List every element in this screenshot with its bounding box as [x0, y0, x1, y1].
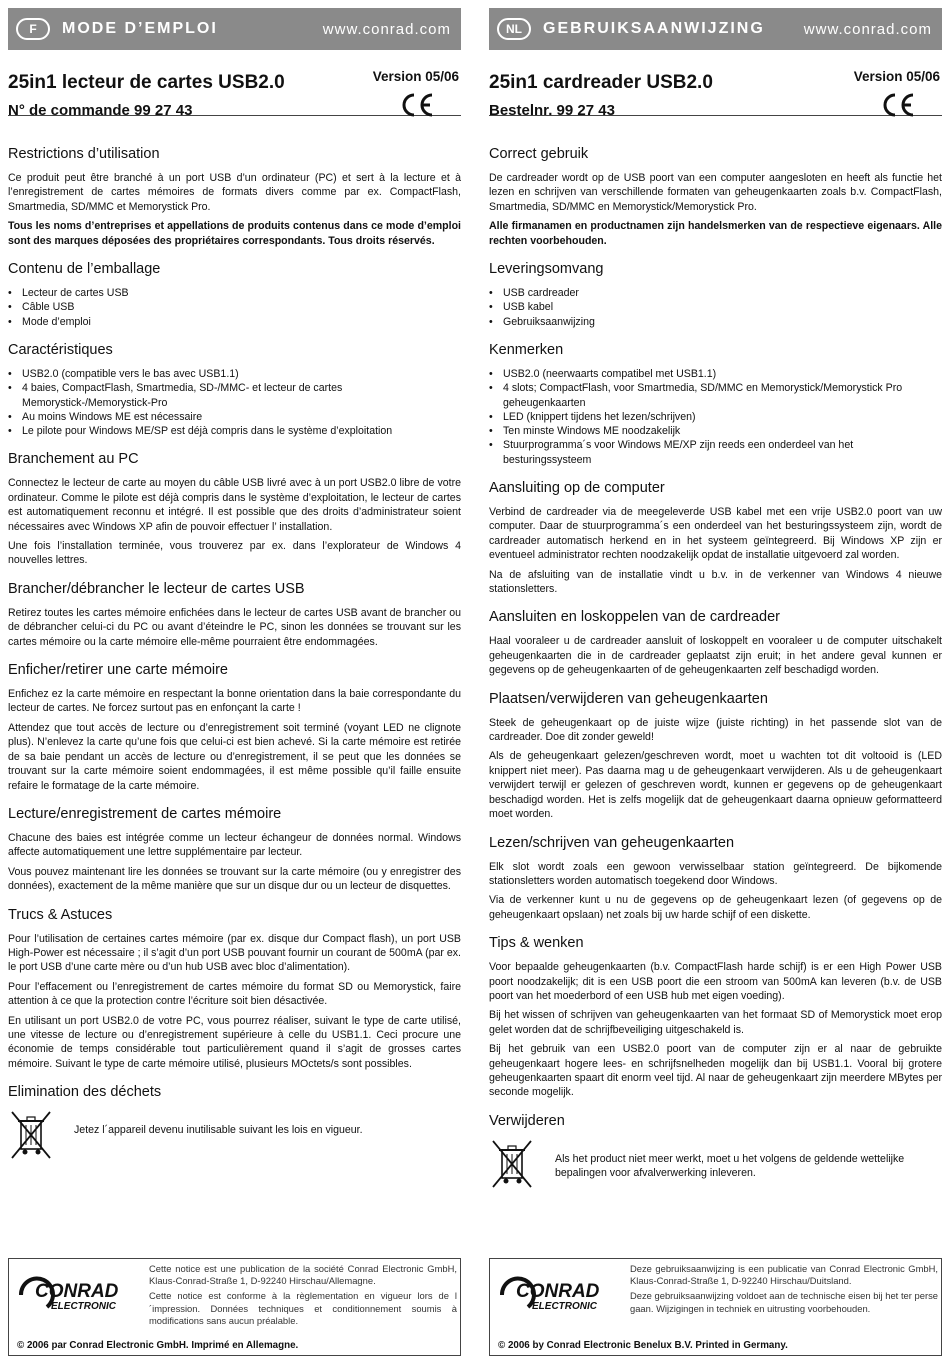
section-plug: [8, 581, 461, 649]
title-block: [8, 50, 461, 119]
product-title: 25in1 cardreader USB2.0: [489, 72, 713, 93]
language-badge: NL: [497, 18, 531, 40]
paragraph: Als het product niet meer werkt, moet u het volgens de geldende wettelijke bepalingen voor afvalverwerking inleveren.: [555, 1152, 905, 1180]
paragraph: Enfichez ez la carte mémoire en respectant la bonne orientation dans la baie correspondante du lecteur de cartes. Ne forcez surtout pas en enfonçant la carte !: [8, 688, 461, 715]
paragraph: Retirez toutes les cartes mémoire enfichées dans le lecteur de cartes USB avant de brancher ou de débrancher celui-ci du PC ou avant d’éteindre le PC, sinon les données se trouvant sur les cartes mémoire ou la carte mémoire elle-même pourraient être endommagées.: [8, 606, 461, 648]
copyright: © 2006 par Conrad Electronic GmbH. Imprimé en Allemagne.: [17, 1340, 299, 1351]
paragraph: Als de geheugenkaart gelezen/geschreven wordt, moet u wachten tot dit voltooid is (LED knippert niet meer). Pas daarna mag u de geheugenkaart verwijderen. Als u de geheugenkaart verwijdert terwijl er gelezen of geschreven wordt, kunnen er gegevens op de geheugenkaart beschadigd worden. Het is zelfs mogelijk dat de geheugenkaart daarna opnieuw geformatteerd moet worden.: [489, 750, 942, 821]
footer-text: [149, 1263, 457, 1330]
paragraph: Une fois l’installation terminée, vous trouverez par ex. dans l’explorateur de Windows 4 nouvelles lettres.: [8, 540, 461, 567]
order-number: N° de commande 99 27 43: [8, 102, 193, 119]
section-contents: [8, 261, 461, 329]
section-usage: [8, 146, 461, 248]
list-item: • LED (knippert tijdens het lezen/schrijven): [489, 410, 942, 424]
section-title: Kenmerken: [489, 341, 564, 358]
paragraph: Attendez que tout accès de lecture ou d’enregistrement soit terminé (voyant LED ne clignote plus). N’enlevez la carte qu’une fois que celui-ci est bien achevé. Si la carte mémoire est retirée de sa baie pendant un accès de lecture ou d’enregistrement, il se peut que les données se trouvant sur la carte mémoire soient endommagées, il est même possible qu’il faille ensuite refaire le formatage de la carte mémoire.: [8, 721, 461, 792]
section-title: Trucs & Astuces: [8, 906, 113, 923]
section-tips: [489, 935, 942, 1100]
section-connect: [489, 480, 942, 596]
svg-text:ELECTRONIC: ELECTRONIC: [532, 1301, 597, 1312]
bullet-list: [8, 286, 461, 329]
paragraph: Pour l’utilisation de certaines cartes mémoire (par ex. disque dur Compact flash), un port USB High-Power est nécessaire ; il s’agit d’un port USB pouvant fournir un courant de 500mA (par ex. le port USB d’une carte mère ou d’un hub USB avec bloc d’alimentation).: [8, 932, 461, 974]
section-tips: [8, 907, 461, 1072]
section-plug: [489, 609, 942, 677]
list-item: • Stuurprogramma´s voor Windows ME/XP zijn reeds een onderdeel van het besturingssysteem: [489, 438, 942, 467]
section-title: Caractéristiques: [8, 341, 113, 358]
section-readwrite: [8, 806, 461, 894]
list-item: • Mode d’emploi: [8, 315, 461, 329]
list-item: • Câble USB: [8, 300, 461, 314]
paragraph: Ce produit peut être branché à un port USB d’un ordinateur (PC) et sert à la lecture et à l’enregistrement de cartes mémoires de formats divers comme par ex. CompactFlash, Smartmedia, SD/MMC et Memorystick Pro.: [8, 172, 461, 213]
section-title: Leveringsomvang: [489, 261, 604, 278]
paragraph: Na de afsluiting van de installatie vindt u b.v. in de verkenner van Windows 4 nieuwe stationsletters.: [489, 568, 942, 596]
paragraph: Pour l’effacement ou l’enregistrement de cartes mémoire du format SD ou Memorystick, faire attention à ce que la protection contre l’écriture soit bien désactivée.: [8, 980, 461, 1008]
french-footer: [8, 1258, 461, 1356]
header-title: GEBRUIKSAANWIJZING: [543, 20, 765, 37]
bullet-list: [8, 367, 461, 438]
dutch-column: [489, 8, 942, 1180]
paragraph: Deze gebruiksaanwijzing voldoet aan de technische eisen bij het ter perse gaan. Wijzigingen in techniek en uitrusting voorbehouden.: [630, 1290, 938, 1314]
svg-text:CONRAD: CONRAD: [516, 1281, 600, 1302]
conrad-logo-icon: [498, 1275, 620, 1315]
section-title: Correct gebruik: [489, 146, 589, 162]
paragraph: Voor bepaalde geheugenkaarten (b.v. CompactFlash harde schijf) is er een High Power USB poort noodzakelijk; dit is een USB poort die een stroom van 500mA kan leveren (b.v. de USB poort van het moederbord of een USB hub met eigen voeding).: [489, 961, 942, 1002]
paragraph: Vous pouvez maintenant lire les données se trouvant sur la carte mémoire (ou y enregistrer des données), exactement de la même manière que sur un disque dur ou un lecteur de disquettes.: [8, 865, 461, 893]
section-insert: [8, 662, 461, 793]
french-column: [8, 8, 461, 1137]
dutch-footer: [489, 1258, 942, 1356]
list-item: • Le pilote pour Windows ME/SP est déjà compris dans le système d’exploitation: [8, 424, 461, 438]
section-disposal: [489, 1113, 942, 1190]
dutch-content: [489, 146, 942, 1203]
disposal-note: [8, 1109, 461, 1161]
list-item: • Lecteur de cartes USB: [8, 286, 461, 300]
svg-text:CONRAD: CONRAD: [35, 1281, 119, 1302]
list-item: • 4 slots; CompactFlash, voor Smartmedia, SD/MMC en Memorystick/Memorystick Pro geheugenkaarten: [489, 381, 942, 410]
version-label: Version 05/06: [853, 69, 940, 84]
order-number: Bestelnr. 99 27 43: [489, 102, 615, 119]
bullet-list: [489, 367, 942, 467]
header-url[interactable]: www.conrad.com: [803, 20, 932, 38]
section-features: [489, 342, 942, 467]
ce-mark-icon: [399, 92, 435, 118]
paragraph: Tous les noms d’entreprises et appellations de produits contenus dans ce mode d’emploi sont des marques déposées des propriétaires correspondants. Tous droits réservés.: [8, 220, 461, 247]
svg-text:ELECTRONIC: ELECTRONIC: [51, 1301, 116, 1312]
crossed-bin-icon: [489, 1138, 535, 1190]
paragraph: Bij het gebruik van een USB2.0 poort van de computer zijn er al naar de gebruikte geheugenkaart hogere lees- en schrijfsnelheden mogelijk dan bij USB1.1. Vooral bij grotere geheugenkaarten spaart dit enorm veel tijd. Al naar de geheugenkaart zijn meerdere MBytes per seconde mogelijk.: [489, 1043, 942, 1099]
crossed-bin-icon: [8, 1109, 54, 1161]
section-insert: [489, 691, 942, 822]
paragraph: Bij het wissen of schrijven van geheugenkaarten van het formaat SD of Memorystick moet erop gelet worden dat de schrijfbeveiliging uitgeschakeld is.: [489, 1009, 942, 1036]
section-title: Lezen/schrijven van geheugenkaarten: [489, 834, 735, 851]
title-block: [489, 50, 942, 119]
section-title: Enficher/retirer une carte mémoire: [8, 662, 228, 679]
list-item: • Gebruiksaanwijzing: [489, 315, 942, 329]
list-item: • 4 baies, CompactFlash, Smartmedia, SD-/MMC- et lecteur de cartes Memorystick-/Memorystick-Pro: [8, 381, 461, 410]
paragraph: En utilisant un port USB2.0 de votre PC, vous pourrez réaliser, suivant le type de carte utilisé, une vitesse de lecture ou d’enregistrement supérieure à celle du USB1.1. Ceci procure une économie de temps considérable tout particulièrement quand il s’agit de grosses cartes mémoire. Suivant le type de carte mémoire utilisé, plusieurs MOctets/s sont possibles.: [8, 1014, 461, 1070]
section-title: Restrictions d’utilisation: [8, 146, 160, 162]
section-title: Tips & wenken: [489, 935, 584, 952]
paragraph: Jetez l´appareil devenu inutilisable suivant les lois en vigueur.: [74, 1124, 363, 1137]
french-content: [8, 146, 461, 1174]
paragraph: Alle firmanamen en productnamen zijn handelsmerken van de respectieve eigenaars. Alle rechten voorbehouden.: [489, 220, 942, 247]
paragraph: De cardreader wordt op de USB poort van een computer aangesloten en heeft als functie het lezen en schrijven van verschillende formaten van geheugenkaarten zoals b.v. CompactFlash, Smartmedia, SD/MMC en Memorystick/Memorystick Pro.: [489, 172, 942, 213]
header-bar: [489, 8, 942, 50]
footer-text: [630, 1263, 938, 1318]
paragraph: Chacune des baies est intégrée comme un lecteur échangeur de données normal. Windows affecte automatiquement une lettre supplémentaire par lecteur.: [8, 831, 461, 859]
product-title: 25in1 lecteur de cartes USB2.0: [8, 72, 285, 93]
list-item: • Ten minste Windows ME noodzakelijk: [489, 424, 942, 438]
copyright: © 2006 by Conrad Electronic Benelux B.V. Printed in Germany.: [498, 1340, 788, 1351]
bullet-list: [489, 286, 942, 329]
paragraph: Cette notice est une publication de la société Conrad Electronic GmbH, Klaus-Conrad-Straße 1, D-92240 Hirschau/Allemagne.: [149, 1263, 457, 1287]
paragraph: Deze gebruiksaanwijzing is een publicatie van Conrad Electronic GmbH, Klaus-Conrad-Straße 1, D-92240 Hirschau/Duitsland.: [630, 1263, 938, 1287]
section-title: Brancher/débrancher le lecteur de cartes USB: [8, 580, 305, 597]
section-connect: [8, 451, 461, 567]
header-url[interactable]: www.conrad.com: [322, 20, 451, 38]
paragraph: Haal vooraleer u de cardreader aansluit of loskoppelt en vooraleer u de computer uitschakelt geheugenkaarten die in de cardreader geplaatst zijn eruit; in het andere geval kunnen er gegevens op de geheugenkaarten of de geheugenkaarten zelf beschadigd worden.: [489, 635, 942, 677]
list-item: • USB cardreader: [489, 286, 942, 300]
list-item: • Au moins Windows ME est nécessaire: [8, 410, 461, 424]
section-title: Aansluiten en loskoppelen van de cardreader: [489, 609, 781, 626]
header-bar: [8, 8, 461, 50]
paragraph: Connectez le lecteur de carte au moyen du câble USB livré avec à un port USB2.0 libre de votre ordinateur. Comme le pilote est déjà compris dans le système d’exploitation, le lecteur de cartes est automatiquement reconnu et intégré. Il est possible que des droits d’administrateur soient nécessaires avec Windows XP afin de pouvoir effectuer l’ installation.: [8, 477, 461, 533]
section-readwrite: [489, 835, 942, 923]
ce-mark-icon: [880, 92, 916, 118]
conrad-logo-icon: [17, 1275, 139, 1315]
list-item: • USB2.0 (compatible vers le bas avec USB1.1): [8, 367, 461, 381]
header-title: MODE D’EMPLOI: [62, 20, 218, 37]
version-label: Version 05/06: [372, 69, 459, 84]
language-badge: F: [16, 18, 50, 40]
section-usage: [489, 146, 942, 248]
disposal-note: [489, 1138, 942, 1190]
list-item: • USB kabel: [489, 300, 942, 314]
list-item: • USB2.0 (neerwaarts compatibel met USB1.1): [489, 367, 942, 381]
section-contents: [489, 261, 942, 329]
paragraph: Cette notice est conforme à la règlementation en vigueur lors de l´impression. Données techniques et conditionnement soumis à modifications sans aucun préalable.: [149, 1290, 457, 1326]
section-features: [8, 342, 461, 438]
section-title: Contenu de l’emballage: [8, 261, 161, 278]
section-disposal: [8, 1084, 461, 1161]
paragraph: Steek de geheugenkaart op de juiste wijze (juiste richting) in het passende slot van de cardreader. Doe dit zonder geweld!: [489, 716, 942, 744]
section-title: Lecture/enregistrement de cartes mémoire: [8, 805, 282, 822]
paragraph: Verbind de cardreader via de meegeleverde USB kabel met een vrije USB2.0 poort van uw computer. Daar de stuurprogramma´s een onderdeel van het besturingssysteem zijn, wordt de cardreader automatisch herkend en in het systeem geïntegreerd. Bij Windows XP zijn er eventueel administrator rechten noodzakelijk opdat de installatie uitgevoerd zal worden.: [489, 506, 942, 562]
section-title: Plaatsen/verwijderen van geheugenkaarten: [489, 690, 768, 707]
paragraph: Elk slot wordt zoals een gewoon verwisselbaar station geïntegreerd. De bijkomende stationsletters worden automatisch toegekend door Windows.: [489, 860, 942, 887]
section-title: Verwijderen: [489, 1112, 565, 1129]
section-title: Aansluiting op de computer: [489, 480, 665, 496]
paragraph: Via de verkenner kunt u nu de gegevens op de geheugenkaart lezen (of gegevens op de geheugenkaart opslaan) net zoals bij uw harde schijf of een diskette.: [489, 894, 942, 921]
section-title: Branchement au PC: [8, 451, 139, 468]
section-title: Elimination des déchets: [8, 1084, 162, 1101]
